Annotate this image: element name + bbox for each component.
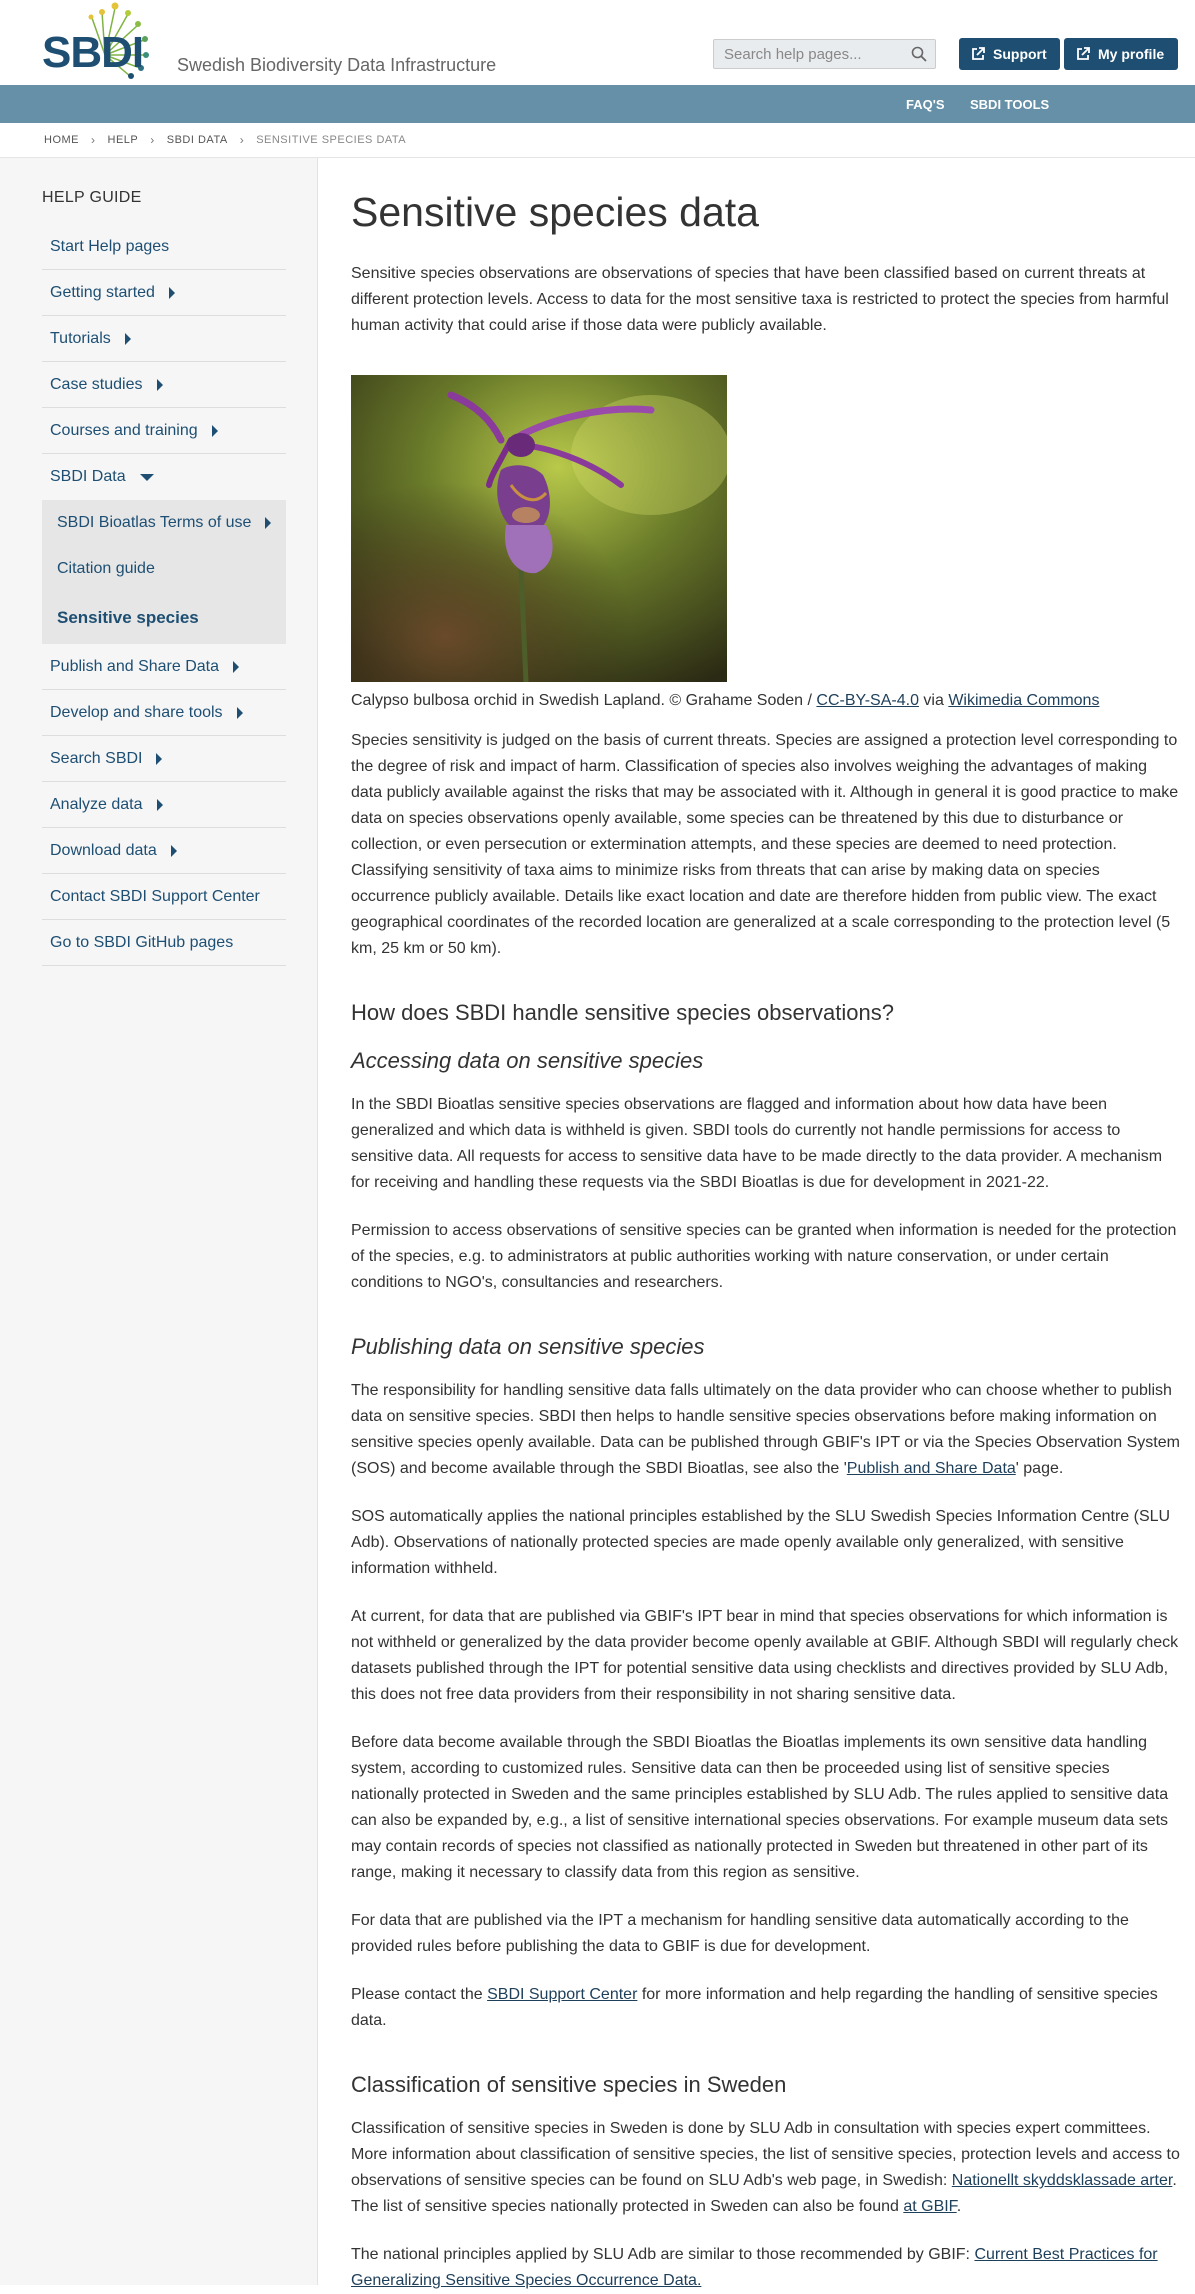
publish-paragraph-1 xyxy=(351,1378,1181,1482)
caret-right-icon[interactable] xyxy=(237,707,243,719)
chevron-right-icon: › xyxy=(150,133,155,147)
search-icon[interactable] xyxy=(911,46,927,62)
sidebar-item-tutorials[interactable] xyxy=(42,316,286,362)
sidebar-item-courses[interactable] xyxy=(42,408,286,454)
sensitivity-paragraph: Species sensitivity is judged on the basis of current threats. Species are assigned a protection level corresponding to the degree of risk and impact of harm. Classification of species also involves weighing the advantages of making data publicly available against the risks that may be associated with it. Although in general it is good practice to make data on species observations openly available, some species can be threatened by this due to disturbance or collection, or even persecution or extermination attempts, and these species are deemed to need protection. Classifying sensitivity of taxa aims to minimize risks from threats that can arise by making data on species occurrence publicly available. Details like exact location and date are therefore hidden from public view. The exact geographical coordinates of the recorded location are generalized at a scale corresponding to the protection level (5 km, 25 km or 50 km). xyxy=(351,732,1179,958)
my-profile-button[interactable] xyxy=(1064,38,1178,70)
nationellt-link[interactable]: Nationellt skyddsklassade arter xyxy=(951,2172,1173,2190)
external-link-icon xyxy=(971,47,985,61)
wikimedia-link[interactable]: Wikimedia Commons xyxy=(948,692,1100,710)
sidebar-item-search-sbdi[interactable] xyxy=(42,736,286,782)
ipt-paragraph: At current, for data that are published via GBIF's IPT bear in mind that species observations for which information is not withheld or generalized by the data provider become openly available at GBIF. Although SBDI will regularly check datasets published through the IPT for potential sensitive data using checklists and directives provided by SLU Adb, this does not free data providers from their responsibility in not sharing sensitive data. xyxy=(351,1608,1179,1704)
sidebar-subitem-citation[interactable] xyxy=(42,546,286,592)
sos-paragraph: SOS automatically applies the national principles established by the SLU Swedish Species Information Centre (SLU Adb). Observations of nationally protected species are made openly available only generalized, with sensitive information withheld. xyxy=(351,1508,1171,1578)
sidebar-item-label: Case studies xyxy=(50,375,143,393)
contact-text: Please contact the xyxy=(351,1986,488,2004)
breadcrumb-current: SENSITIVE SPECIES DATA xyxy=(256,134,407,146)
gbif-link[interactable]: at GBIF xyxy=(903,2198,957,2216)
help-sidebar xyxy=(0,158,318,2285)
logo-text[interactable]: SBDI xyxy=(42,28,144,77)
caption-text: Calypso bulbosa orchid in Swedish Lapland. © Grahame Soden / xyxy=(351,692,817,710)
heading-classification: Classification of sensitive species in Sweden xyxy=(351,2072,787,2098)
caret-right-icon[interactable] xyxy=(125,333,131,345)
sidebar-item-start-help[interactable] xyxy=(42,224,286,270)
sidebar-item-label: Start Help pages xyxy=(50,237,170,255)
breadcrumb-sbdi-data[interactable]: SBDI DATA xyxy=(166,134,228,146)
caret-right-icon[interactable] xyxy=(171,845,177,857)
sidebar-item-analyze[interactable] xyxy=(42,782,286,828)
page-title: Sensitive species data xyxy=(351,189,759,235)
publish-share-link[interactable]: Publish and Share Data xyxy=(846,1460,1016,1478)
sidebar-item-label: Tutorials xyxy=(50,329,111,347)
sidebar-nav xyxy=(42,224,286,966)
top-navbar xyxy=(0,85,1195,123)
class-text-mid: . The list of sensitive species nationally protected in Sweden can also be found xyxy=(351,2172,1177,2216)
sidebar-item-develop-tools[interactable] xyxy=(42,690,286,736)
intro-paragraph: Sensitive species observations are observations of species that have been classified based on current threats at different protection levels. Access to data for the most sensitive taxa is restricted to protect the species from harmful human activity that could arise if those data were publicly available. xyxy=(351,265,1169,335)
orchid-photo xyxy=(351,375,727,682)
heading-publishing-data: Publishing data on sensitive species xyxy=(351,1334,705,1360)
sidebar-item-label: Develop and share tools xyxy=(50,703,223,721)
national-text: The national principles applied by SLU Adb are similar to those recommended by GBIF: xyxy=(351,2246,975,2264)
sidebar-subitem-label: Citation guide xyxy=(57,560,155,577)
caret-right-icon[interactable] xyxy=(157,799,163,811)
caret-right-icon[interactable] xyxy=(265,517,271,529)
nav-sbdi-tools[interactable]: SBDI TOOLS xyxy=(970,97,1050,112)
search-box xyxy=(713,39,936,69)
external-link-icon xyxy=(1076,47,1090,61)
sidebar-item-getting-started[interactable] xyxy=(42,270,286,316)
sidebar-item-publish[interactable] xyxy=(42,644,286,690)
sidebar-item-sbdi-data[interactable] xyxy=(42,454,286,500)
chevron-right-icon: › xyxy=(239,133,245,147)
sidebar-item-label: Courses and training xyxy=(50,421,198,439)
nav-faqs[interactable]: FAQ'S xyxy=(906,97,945,112)
my-profile-button-label: My profile xyxy=(1098,46,1165,62)
photo-caption xyxy=(351,690,1181,712)
license-link[interactable]: CC-BY-SA-4.0 xyxy=(816,692,919,710)
class-text: Classification of sensitive species in Sweden is done by SLU Adb in consultation with species expert committees. More information about classification of sensitive species, the list of sensitive species, protection levels and access to observations of sensitive species can be found on SLU Adb's web page, in Swedish: xyxy=(351,2120,1180,2190)
publish-text-end: ' page. xyxy=(1015,1460,1064,1478)
sidebar-item-label: Contact SBDI Support Center xyxy=(50,887,260,905)
chevron-right-icon: › xyxy=(91,133,96,147)
breadcrumb-help[interactable]: HELP xyxy=(107,134,139,146)
publish-text: The responsibility for handling sensitive data falls ultimately on the data provider who can choose whether to publish data on sensitive species. SBDI then helps to handle sensitive species observations before making information on sensitive species openly available. Data can be published through GBIF's IPT or via the Species Observation System (SOS) and become available through the SBDI Bioatlas, see also the ' xyxy=(351,1382,1180,1478)
breadcrumb xyxy=(0,123,1195,158)
access-paragraph-1: In the SBDI Bioatlas sensitive species observations are flagged and information about how data have been generalized and which data is withheld is given. SBDI tools do currently not handle permissions for access to sensitive data. All requests for access to sensitive data have to be made directly to the data provider. A mechanism for receiving and handling these requests via the SBDI Bioatlas is due for development in 2021-22. xyxy=(351,1096,1163,1192)
site-header xyxy=(0,0,1195,85)
contact-text-end: for more information and help regarding the handling of sensitive species data. xyxy=(351,1986,1158,2030)
caret-down-icon[interactable] xyxy=(140,474,154,481)
support-button[interactable] xyxy=(959,38,1060,70)
national-principles-paragraph xyxy=(351,2242,1181,2294)
sidebar-item-label: Go to SBDI GitHub pages xyxy=(50,933,234,951)
bioatlas-paragraph: Before data become available through the SBDI Bioatlas the Bioatlas implements its own sensitive data handling system, according to customized rules. Sensitive data can then be proceeded using list of sensitive species nationally protected in Sweden and the same principles established by SLU Adb. The rules applied to sensitive data can also be expanded by, e.g., a list of sensitive international species observations. For example museum data sets may contain records of species not classified as nationally protected in Sweden but threatened in other part of its range, making it necessary to classify data from this region as sensitive. xyxy=(351,1734,1169,1882)
sidebar-item-label: Download data xyxy=(50,841,157,859)
support-button-label: Support xyxy=(993,46,1047,62)
sidebar-item-label: SBDI Data xyxy=(50,468,126,485)
sidebar-subitem-terms[interactable] xyxy=(42,500,286,546)
sidebar-item-github[interactable] xyxy=(42,920,286,966)
class-text-end: . xyxy=(956,2198,962,2216)
best-practices-link[interactable]: Current Best Practices for Generalizing Sensitive Species Occurrence Data. xyxy=(351,2246,1158,2290)
heading-how-sbdi-handles: How does SBDI handle sensitive species observations? xyxy=(351,1000,894,1026)
sidebar-subitem-label: Sensitive species xyxy=(57,608,199,627)
caret-right-icon[interactable] xyxy=(169,287,175,299)
ipt-mechanism-paragraph: For data that are published via the IPT a mechanism for handling sensitive data automatically according to the provided rules before publishing the data to GBIF is due for development. xyxy=(351,1912,1129,1956)
sidebar-item-contact[interactable] xyxy=(42,874,286,920)
sidebar-item-case-studies[interactable] xyxy=(42,362,286,408)
sidebar-item-label: Getting started xyxy=(50,283,155,301)
sidebar-subitem-sensitive-species[interactable] xyxy=(42,592,286,644)
support-center-link[interactable]: SBDI Support Center xyxy=(487,1986,638,2004)
caret-right-icon[interactable] xyxy=(233,661,239,673)
sidebar-subgroup-sbdi-data xyxy=(42,500,286,644)
caret-right-icon[interactable] xyxy=(157,379,163,391)
caret-right-icon[interactable] xyxy=(156,753,162,765)
sidebar-item-label: Analyze data xyxy=(50,795,143,813)
search-input[interactable] xyxy=(714,40,899,68)
breadcrumb-home[interactable]: HOME xyxy=(44,134,79,146)
caret-right-icon[interactable] xyxy=(212,425,218,437)
sidebar-item-download[interactable] xyxy=(42,828,286,874)
contact-paragraph xyxy=(351,1982,1181,2034)
sidebar-item-label: Search SBDI xyxy=(50,749,143,767)
sidebar-subitem-label: SBDI Bioatlas Terms of use xyxy=(57,514,252,531)
site-tagline: Swedish Biodiversity Data Infrastructure xyxy=(177,55,497,75)
access-paragraph-2: Permission to access observations of sensitive species can be granted when information is needed for the protection of the species, e.g. to administrators at public authorities working with nature conservation, or under certain conditions to NGO's, consultancies and researchers. xyxy=(351,1222,1177,1292)
main-content xyxy=(351,158,1181,2294)
sidebar-item-label: Publish and Share Data xyxy=(50,657,219,675)
classification-paragraph xyxy=(351,2116,1181,2220)
caption-via: via xyxy=(918,692,949,710)
heading-accessing-data: Accessing data on sensitive species xyxy=(351,1048,704,1074)
sidebar-title: HELP GUIDE xyxy=(42,189,142,206)
